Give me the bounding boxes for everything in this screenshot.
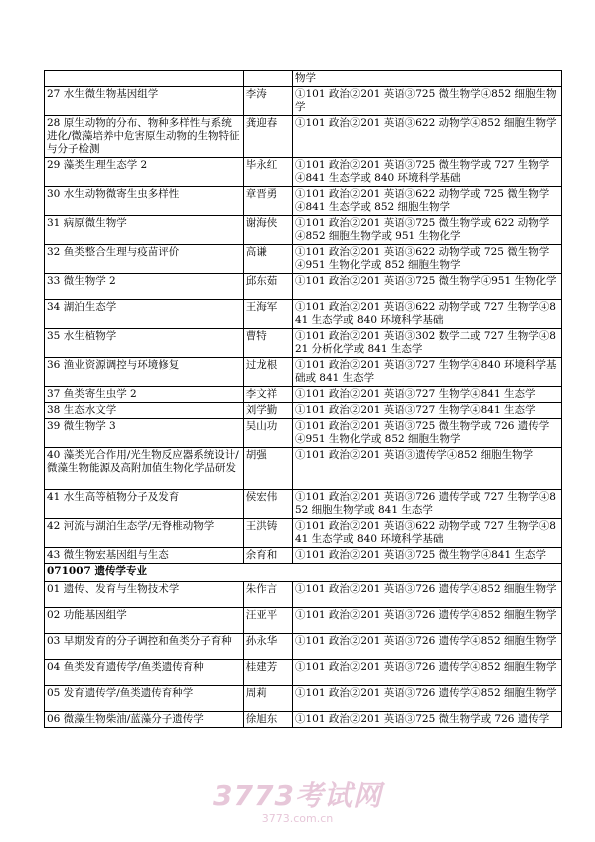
table-row	[45, 116, 562, 158]
research-direction-cell: 35 水生植物学	[45, 329, 244, 358]
table-row	[45, 634, 562, 660]
table-row	[45, 329, 562, 358]
exam-subjects-cell: ①101 政治②201 英语③725 微生物学④852 细胞生物学	[292, 87, 561, 116]
exam-subjects-cell: ①101 政治②201 英语③726 遗传学④852 细胞生物学	[292, 660, 561, 686]
research-direction-cell: 34 湖泊生态学	[45, 300, 244, 329]
supervisor-cell: 谢海侠	[243, 216, 292, 245]
admissions-table	[44, 70, 562, 728]
exam-subjects-cell: ①101 政治②201 英语③725 微生物学④841 生态学	[292, 548, 561, 564]
supervisor-cell: 桂建芳	[243, 660, 292, 686]
supervisor-cell: 高谦	[243, 245, 292, 274]
research-direction-cell: 36 渔业资源调控与环境修复	[45, 358, 244, 387]
table-row	[45, 403, 562, 419]
table-row	[45, 448, 562, 490]
exam-subjects-cell: ①101 政治②201 英语③622 动物学或 727 生物学④841 生态学或 840 环境科学基础	[292, 300, 561, 329]
table-row	[45, 548, 562, 564]
research-direction-cell: 40 藻类光合作用/光生物反应器系统设计/微藻生物能源及高附加值生物化学品研发	[45, 448, 244, 490]
table-row	[45, 686, 562, 712]
exam-subjects-cell: ①101 政治②201 英语③727 生物学④841 生态学	[292, 403, 561, 419]
exam-subjects-cell: ①101 政治②201 英语③622 动物学④852 细胞生物学	[292, 116, 561, 158]
research-direction-cell: 29 藻类生理生态学 2	[45, 158, 244, 187]
table-row	[45, 608, 562, 634]
supervisor-cell: 汪亚平	[243, 608, 292, 634]
supervisor-cell: 毕永红	[243, 158, 292, 187]
watermark	[0, 780, 595, 826]
supervisor-cell: 龚迎春	[243, 116, 292, 158]
research-direction-cell: 27 水生微生物基因组学	[45, 87, 244, 116]
table-row	[45, 71, 562, 87]
research-direction-cell	[45, 71, 244, 87]
research-direction-cell: 05 发育遗传学/鱼类遗传育种学	[45, 686, 244, 712]
table-body	[45, 71, 562, 728]
section-row	[45, 564, 562, 582]
supervisor-cell: 李涛	[243, 87, 292, 116]
table-row	[45, 87, 562, 116]
exam-subjects-cell: ①101 政治②201 英语③725 微生物学或 726 遗传学	[292, 712, 561, 728]
exam-subjects-cell: ①101 政治②201 英语③622 动物学或 725 微生物学④841 生态学或 852 细胞生物学	[292, 187, 561, 216]
exam-subjects-cell: ①101 政治②201 英语③726 遗传学④852 细胞生物学	[292, 686, 561, 712]
exam-subjects-cell: ①101 政治②201 英语③726 遗传学④852 细胞生物学	[292, 634, 561, 660]
research-direction-cell: 03 早期发育的分子调控和鱼类分子育种	[45, 634, 244, 660]
table-row	[45, 245, 562, 274]
exam-subjects-cell: ①101 政治②201 英语③622 动物学或 725 微生物学④951 生物化学或 852 细胞生物学	[292, 245, 561, 274]
research-direction-cell: 41 水生高等植物分子及发育	[45, 490, 244, 519]
research-direction-cell: 43 微生物宏基因组与生态	[45, 548, 244, 564]
table-row	[45, 660, 562, 686]
watermark-logo: 3773考试网	[213, 779, 382, 812]
supervisor-cell	[243, 71, 292, 87]
exam-subjects-cell: ①101 政治②201 英语③726 遗传学或 727 生物学④852 细胞生物学或 841 生态学	[292, 490, 561, 519]
table-row	[45, 582, 562, 608]
supervisor-cell: 刘学勤	[243, 403, 292, 419]
section-heading: 071007 遗传学专业	[45, 564, 562, 582]
research-direction-cell: 02 功能基因组学	[45, 608, 244, 634]
exam-subjects-cell: ①101 政治②201 英语③726 遗传学④852 细胞生物学	[292, 608, 561, 634]
table-row	[45, 158, 562, 187]
research-direction-cell: 42 河流与湖泊生态学/无脊椎动物学	[45, 519, 244, 548]
exam-subjects-cell: ①101 政治②201 英语③622 动物学或 727 生物学④841 生态学或 840 环境科学基础	[292, 519, 561, 548]
research-direction-cell: 39 微生物学 3	[45, 419, 244, 448]
table-row	[45, 187, 562, 216]
supervisor-cell: 王洪铸	[243, 519, 292, 548]
research-direction-cell: 32 鱼类整合生理与疫苗评价	[45, 245, 244, 274]
exam-subjects-cell: ①101 政治②201 英语③727 生物学④841 生态学	[292, 387, 561, 403]
exam-subjects-cell: ①101 政治②201 英语③遗传学④852 细胞生物学	[292, 448, 561, 490]
table-row	[45, 358, 562, 387]
research-direction-cell: 28 原生动物的分布、物种多样性与系统进化/微藻培养中危害原生动物的生物特征与分子检测	[45, 116, 244, 158]
table-row	[45, 300, 562, 329]
research-direction-cell: 31 病原微生物学	[45, 216, 244, 245]
exam-subjects-cell: ①101 政治②201 英语③725 微生物学④951 生物化学	[292, 274, 561, 300]
exam-subjects-cell: ①101 政治②201 英语③727 生物学④840 环境科学基础或 841 生态学	[292, 358, 561, 387]
supervisor-cell: 邱东茹	[243, 274, 292, 300]
research-direction-cell: 33 微生物学 2	[45, 274, 244, 300]
exam-subjects-cell: ①101 政治②201 英语③302 数学二或 727 生物学④821 分析化学或 841 生态学	[292, 329, 561, 358]
exam-subjects-cell: 物学	[292, 71, 561, 87]
supervisor-cell: 胡强	[243, 448, 292, 490]
research-direction-cell: 37 鱼类寄生虫学 2	[45, 387, 244, 403]
research-direction-cell: 06 微藻生物柴油/蓝藻分子遗传学	[45, 712, 244, 728]
exam-subjects-cell: ①101 政治②201 英语③725 微生物学或 726 遗传学④951 生物化学或 852 细胞生物学	[292, 419, 561, 448]
supervisor-cell: 过龙根	[243, 358, 292, 387]
supervisor-cell: 曹特	[243, 329, 292, 358]
exam-subjects-cell: ①101 政治②201 英语③725 微生物学或 622 动物学④852 细胞生物学或 951 生物化学	[292, 216, 561, 245]
supervisor-cell: 朱作言	[243, 582, 292, 608]
supervisor-cell: 章晋勇	[243, 187, 292, 216]
table-row	[45, 216, 562, 245]
supervisor-cell: 李文祥	[243, 387, 292, 403]
table-row	[45, 419, 562, 448]
supervisor-cell: 周莉	[243, 686, 292, 712]
supervisor-cell: 吴山功	[243, 419, 292, 448]
table-row	[45, 387, 562, 403]
supervisor-cell: 徐旭东	[243, 712, 292, 728]
research-direction-cell: 04 鱼类发育遗传学/鱼类遗传育种	[45, 660, 244, 686]
table-row	[45, 712, 562, 728]
supervisor-cell: 余育和	[243, 548, 292, 564]
watermark-url: 3773.com.cn	[261, 812, 334, 825]
research-direction-cell: 38 生态水文学	[45, 403, 244, 419]
research-direction-cell: 30 水生动物微寄生虫多样性	[45, 187, 244, 216]
supervisor-cell: 侯宏伟	[243, 490, 292, 519]
supervisor-cell: 王海军	[243, 300, 292, 329]
exam-subjects-cell: ①101 政治②201 英语③726 遗传学④852 细胞生物学	[292, 582, 561, 608]
exam-subjects-cell: ①101 政治②201 英语③725 微生物学或 727 生物学④841 生态学或 840 环境科学基础	[292, 158, 561, 187]
research-direction-cell: 01 遗传、发育与生物技术学	[45, 582, 244, 608]
table-row	[45, 490, 562, 519]
table-row	[45, 519, 562, 548]
table-row	[45, 274, 562, 300]
supervisor-cell: 孙永华	[243, 634, 292, 660]
